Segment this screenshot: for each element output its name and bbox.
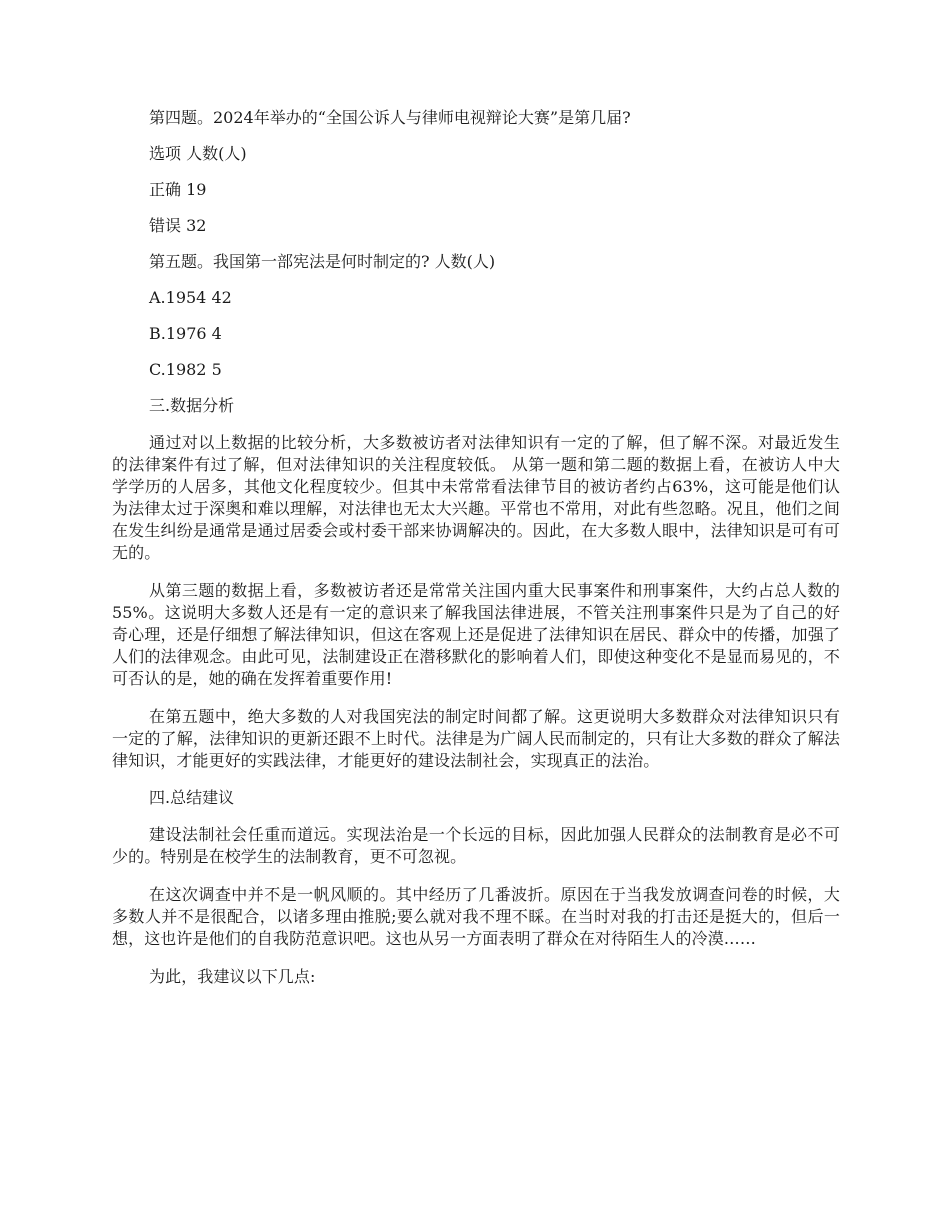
analysis-paragraph-2: 从第三题的数据上看，多数被访者还是常常关注国内重大民事案件和刑事案件，大约占总人数的55%。这说明大多数人还是有一定的意识来了解我国法律进展，不管关注刑事案件只是为了自己的好奇心理，还是仔细想了解法律知识，但这在客观上还是促进了法律知识在居民、群众中的传播，加强了人们的法律观念。由此可见，法制建设正在潜移默化的影响着人们，即使这种变化不是显而易见的，不可否认的是，她的确在发挥着重要作用! <box>112 581 840 688</box>
answer-wrong-row: 错误 32 <box>149 216 207 235</box>
analysis-paragraph-3: 在第五题中，绝大多数的人对我国宪法的制定时间都了解。这更说明大多数群众对法律知识只有一定的了解，法律知识的更新还跟不上时代。法律是为广阔人民而制定的，只有让大多数的群众了解法律知识，才能更好的实践法律，才能更好的建设法制社会，实现真正的法治。 <box>112 707 840 770</box>
section-four-heading: 四.总结建议 <box>149 788 235 807</box>
answer-correct-row: 正确 19 <box>149 180 207 199</box>
table-header-option-count: 选项 人数(人) <box>149 144 247 163</box>
section-three-heading: 三.数据分析 <box>149 396 235 415</box>
option-a-row: A.1954 42 <box>149 288 232 307</box>
summary-paragraph-1: 建设法制社会任重而道远。实现法治是一个长远的目标，因此加强人民群众的法制教育是必不可少的。特别是在校学生的法制教育，更不可忽视。 <box>112 825 840 866</box>
summary-paragraph-3: 为此，我建议以下几点: <box>149 967 316 986</box>
question-five-title: 第五题。我国第一部宪法是何时制定的? 人数(人) <box>149 252 496 271</box>
summary-paragraph-2: 在这次调查中并不是一帆风顺的。其中经历了几番波折。原因在于当我发放调查问卷的时候，大多数人并不是很配合，以诸多理由推脱;要么就对我不理不睬。在当时对我的打击还是挺大的，但后一想，这也许是他们的自我防范意识吧。这也从另一方面表明了群众在对待陌生人的冷漠…… <box>112 885 840 948</box>
analysis-paragraph-1: 通过对以上数据的比较分析，大多数被访者对法律知识有一定的了解，但了解不深。对最近发生的法律案件有过了解，但对法律知识的关注程度较低。 从第一题和第二题的数据上看，在被访人中大学学历的人居多，其他文化程度较少。但其中未常常看法律节目的被访者约占63%，这可能是他们认为法律太过于深奥和难以理解，对法律也无太大兴趣。平常也不常用，对此有些忽略。况且，他们之间在发生纠纷是通常是通过居委会或村委干部来协调解决的。因此，在大多数人眼中，法律知识是可有可无的。 <box>112 433 840 562</box>
document-page <box>112 108 840 1004</box>
question-four-title: 第四题。2024年举办的“全国公诉人与律师电视辩论大赛”是第几届? <box>149 108 631 127</box>
option-b-row: B.1976 4 <box>149 324 222 343</box>
option-c-row: C.1982 5 <box>149 360 222 379</box>
